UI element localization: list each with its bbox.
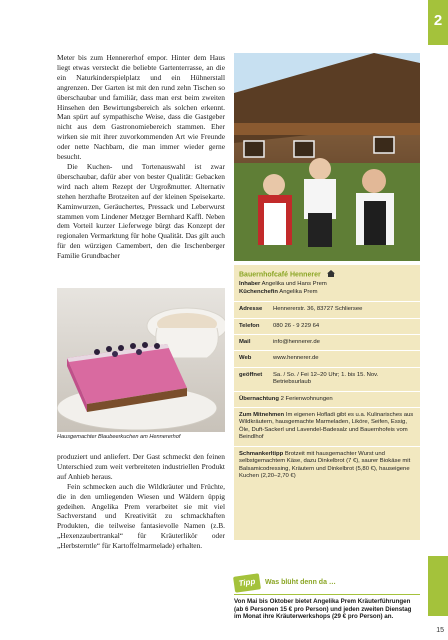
page-number: 15 xyxy=(436,627,444,634)
kitchen-label: Küchenchefin xyxy=(239,288,278,295)
row-value: Sa. / So. / Fei 12–20 Uhr; 1. bis 15. Nov. Betriebsurlaub xyxy=(273,371,379,386)
tipp-text: Von Mai bis Oktober bietet Angelika Prem Kräuterführungen (ab 6 Personen 15 € pro Person) und jeden zweiten Dienstag im Monat ihre Kräuterwerkshops (29 € pro Person) an. xyxy=(234,598,412,621)
tipp-badge: Tipp xyxy=(233,573,261,592)
article-column-top xyxy=(57,53,225,261)
overnight-label: Übernachtung xyxy=(239,395,279,402)
chapter-tab xyxy=(428,0,448,45)
row-label: Mail xyxy=(239,339,251,346)
infobox-take-away xyxy=(234,407,420,446)
tipp-heading: Was blüht denn da … xyxy=(265,579,336,586)
infobox-title xyxy=(234,265,420,281)
article-paragraph: produziert und anliefert. Der Gast schmeckt den feinen Unterschied zum weit verbreiteten industriellen Produkt auf Anhieb heraus. xyxy=(57,452,225,481)
tip-value: Brotzeit mit hausgemachter Wurst und selbstgemachtem Käse, dazu Dinkelbrot (7 €), saurer Biokäse mit Balsamicodressing, Kräutern und Dinkelbrot (5,80 €), hauseigene Kuchen (2,20–2,70 €) xyxy=(239,450,411,479)
page-edge-tab xyxy=(428,556,448,616)
article-paragraph: Meter bis zum Hennererhof empor. Hinter dem Haus liegt etwas versteckt die beliebte Gartenterrasse, an die ein Naturkinderspielplatz und ein Hühnerstall angrenzen. Der Garten ist mit den rund zehn Tischen so überschaubar und familiär, dass man erst beim zweiten Hinsehen den Bewirtungsbereich als solchen erkennt. Man spürt auf sympathische Weise, dass die Gastgeber nicht aus dem Gastronomiebereich stammen. Eher wirken sie mit ihrer zuvorkommenden Art wie Freunde oder nette Nachbarn, die man immer wieder gerne besucht. xyxy=(57,53,225,162)
article-paragraph: Die Kuchen- und Tortenauswahl ist zwar überschaubar, dafür aber von bester Qualität: Gebacken wird nach altem Rezept der Urgroßmutter. Alternativ stehen herzhafte Brotzeiten auf der kleinen Speisekarte. Kaminwurzen, Geräuchertes, Pressack und Leberwurst stammen vom Lindener Metzger Bernhard Kaffl. Neben dem Vorteil kurzer Lieferwege bürgt das Konzept der regionalen Vermarktung für hohe Qualität. Das gilt auch für den würzigen Camembert, den die Irschenberger Familie Grundbacher xyxy=(57,161,225,261)
row-label: Adresse xyxy=(239,306,263,313)
infobox-owner xyxy=(234,281,420,301)
infobox-row-phone xyxy=(234,318,420,334)
hosts-farmhouse-photo xyxy=(234,53,420,261)
infobox-tip xyxy=(234,446,420,485)
chapter-number: 2 xyxy=(433,12,443,29)
blueberry-cake-photo xyxy=(57,288,225,432)
row-label: geöffnet xyxy=(239,371,263,378)
tip-label: Schmankerltipp xyxy=(239,450,284,457)
infobox-row-mail xyxy=(234,334,420,350)
farmhouse-illustration xyxy=(234,53,420,261)
infobox-row-web xyxy=(234,350,420,366)
tipp-divider xyxy=(234,594,420,595)
row-label: Telefon xyxy=(239,322,260,329)
take-value: Im eigenen Hofladi gibt es u.a. Kulinarisches aus Wildkräutern, hausgemachte Marmeladen, Liköre, Seifen, Essig, Öle, Duft-Sackerl und Lavendel-Badesalz und Bauernhofeis vom Beindlhof xyxy=(239,412,414,441)
photo-caption: Hausgemachter Blaubeerkuchen am Hennererhof xyxy=(57,434,181,440)
infobox-row-address xyxy=(234,301,420,317)
take-label: Zum Mitnehmen xyxy=(239,412,285,419)
house-icon xyxy=(327,270,335,279)
infobox-row-hours xyxy=(234,367,420,391)
row-value: Hennererstr. 36, 83727 Schliersee xyxy=(273,306,363,313)
row-value[interactable]: 080 26 - 9 229 64 xyxy=(273,322,320,329)
row-label: Web xyxy=(239,355,252,362)
infobox-overnight xyxy=(234,391,420,407)
article-paragraph: Fein schmecken auch die Wildkräuter und Früchte, die in den umliegenden Wiesen und Wäldern üppig gedeihen. Angelika Prem verarbeitet sie mit viel Sachverstand und Kreativität zu schmackhaften Produkten, die teilweise fantasievolle Namen (z.B. „Hexenzaubertrankal“ für Kräuterlikör oder „Herbsterntle“ für Kartoffelmarmelade) erhalten. xyxy=(57,481,225,551)
mail-link[interactable]: info@hennerer.de xyxy=(273,339,320,346)
web-link[interactable]: www.hennerer.de xyxy=(273,355,319,362)
cafe-infobox xyxy=(234,265,420,540)
owner-value: Angelika und Hans Prem xyxy=(261,281,327,288)
cafe-name: Bauernhofcafé Hennerer xyxy=(239,271,321,279)
owner-label: Inhaber xyxy=(239,281,261,288)
cake-illustration xyxy=(57,288,225,432)
article-column-bottom xyxy=(57,452,225,551)
kitchen-value: Angelika Prem xyxy=(279,288,318,295)
overnight-value: 2 Ferienwohnungen xyxy=(280,395,333,402)
